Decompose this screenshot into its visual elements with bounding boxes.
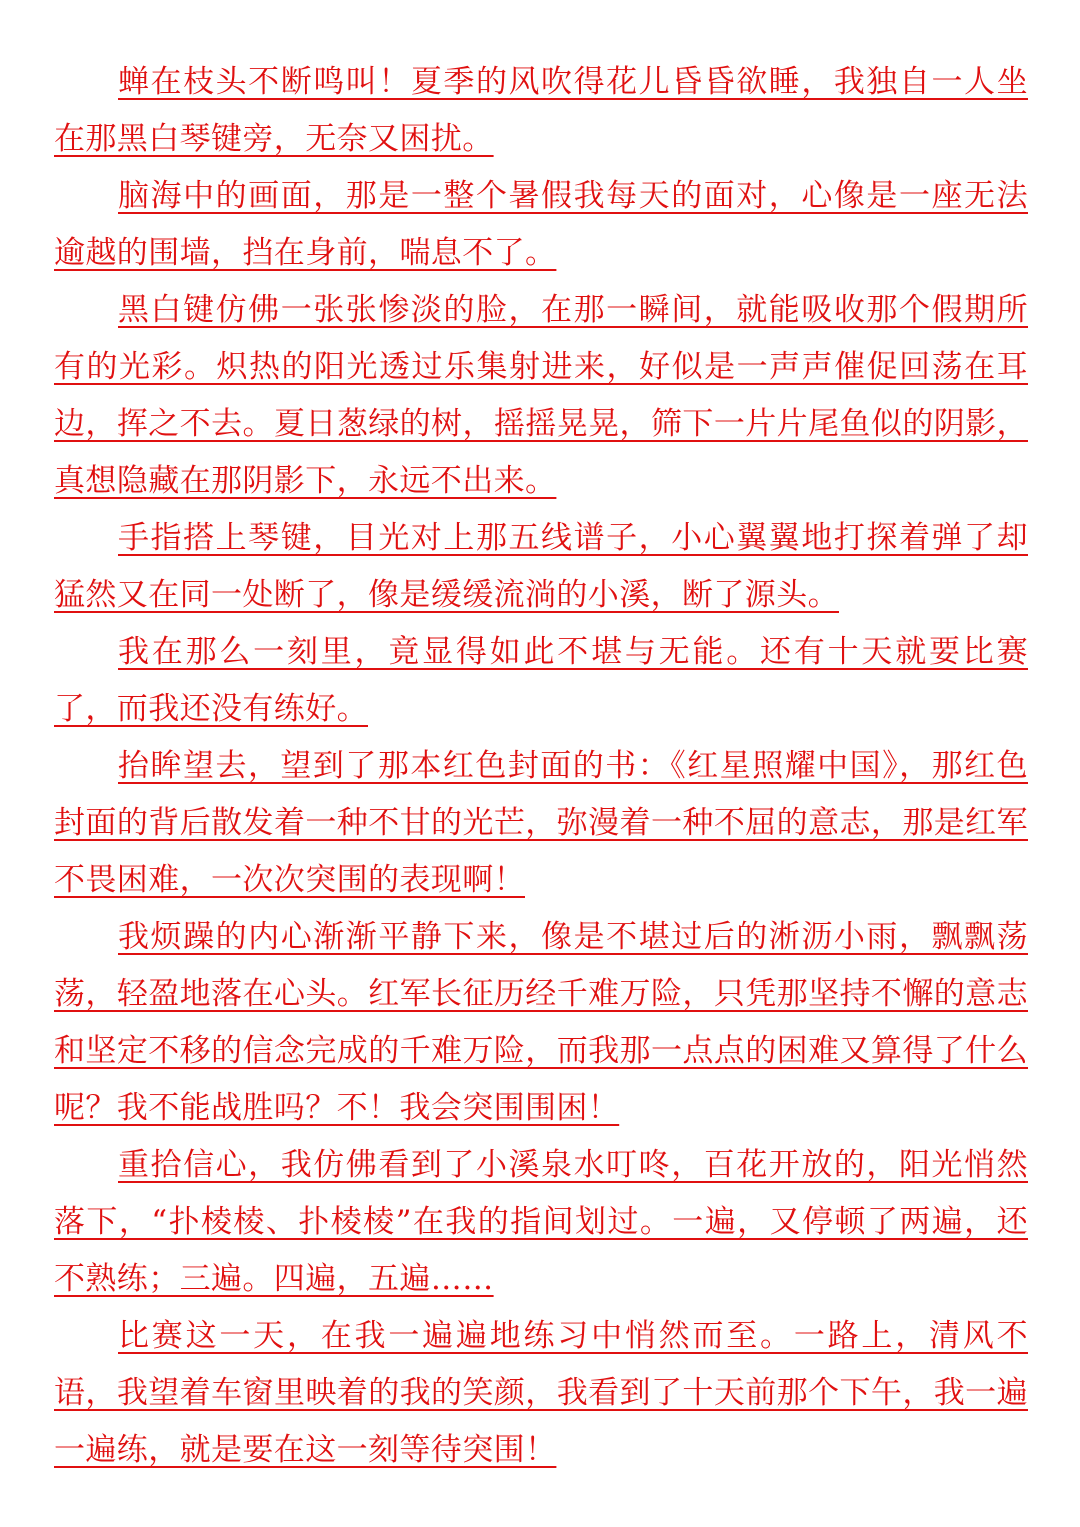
paragraph-7: 我烦躁的内心渐渐平静下来，像是不堪过后的淅沥小雨，飘飘荡荡，轻盈地落在心头。红军长征历经千难万险，只凭那坚持不懈的意志和坚定不移的信念完成的千难万险，而我那一点点的困难又算得了什么呢？我不能战胜吗？不！我会突围围困！ <box>54 919 1028 1126</box>
paragraph-8: 重拾信心，我仿佛看到了小溪泉水叮咚，百花开放的，阳光悄然落下，“扑棱棱、扑棱棱”在我的指间划过。一遍，又停顿了两遍，还不熟练；三遍。四遍，五遍…… <box>54 1147 1028 1297</box>
paragraph-9: 比赛这一天，在我一遍遍地练习中悄然而至。一路上，清风不语，我望着车窗里映着的我的笑颜，我看到了十天前那个下午，我一遍一遍练，就是要在这一刻等待突围！ <box>54 1318 1028 1468</box>
paragraph-5: 我在那么一刻里，竟显得如此不堪与无能。还有十天就要比赛了，而我还没有练好。 <box>54 634 1028 727</box>
paragraph-3: 黑白键仿佛一张张惨淡的脸，在那一瞬间，就能吸收那个假期所有的光彩。炽热的阳光透过乐集射进来，好似是一声声催促回荡在耳边，挥之不去。夏日葱绿的树，摇摇晃晃，筛下一片片尾鱼似的阴影，真想隐藏在那阴影下，永远不出来。 <box>54 292 1028 499</box>
essay-body <box>54 54 1028 1479</box>
paragraph-2: 脑海中的画面，那是一整个暑假我每天的面对，心像是一座无法逾越的围墙，挡在身前，喘息不了。 <box>54 178 1028 271</box>
paragraph-6: 抬眸望去，望到了那本红色封面的书：《红星照耀中国》，那红色封面的背后散发着一种不甘的光芒，弥漫着一种不屈的意志，那是红军不畏困难，一次次突围的表现啊！ <box>54 748 1028 898</box>
paragraph-1: 蝉在枝头不断鸣叫！夏季的风吹得花儿昏昏欲睡，我独自一人坐在那黑白琴键旁，无奈又困扰。 <box>54 64 1028 157</box>
paragraph-4: 手指搭上琴键，目光对上那五线谱子，小心翼翼地打探着弹了却猛然又在同一处断了，像是缓缓流淌的小溪，断了源头。 <box>54 520 1028 613</box>
